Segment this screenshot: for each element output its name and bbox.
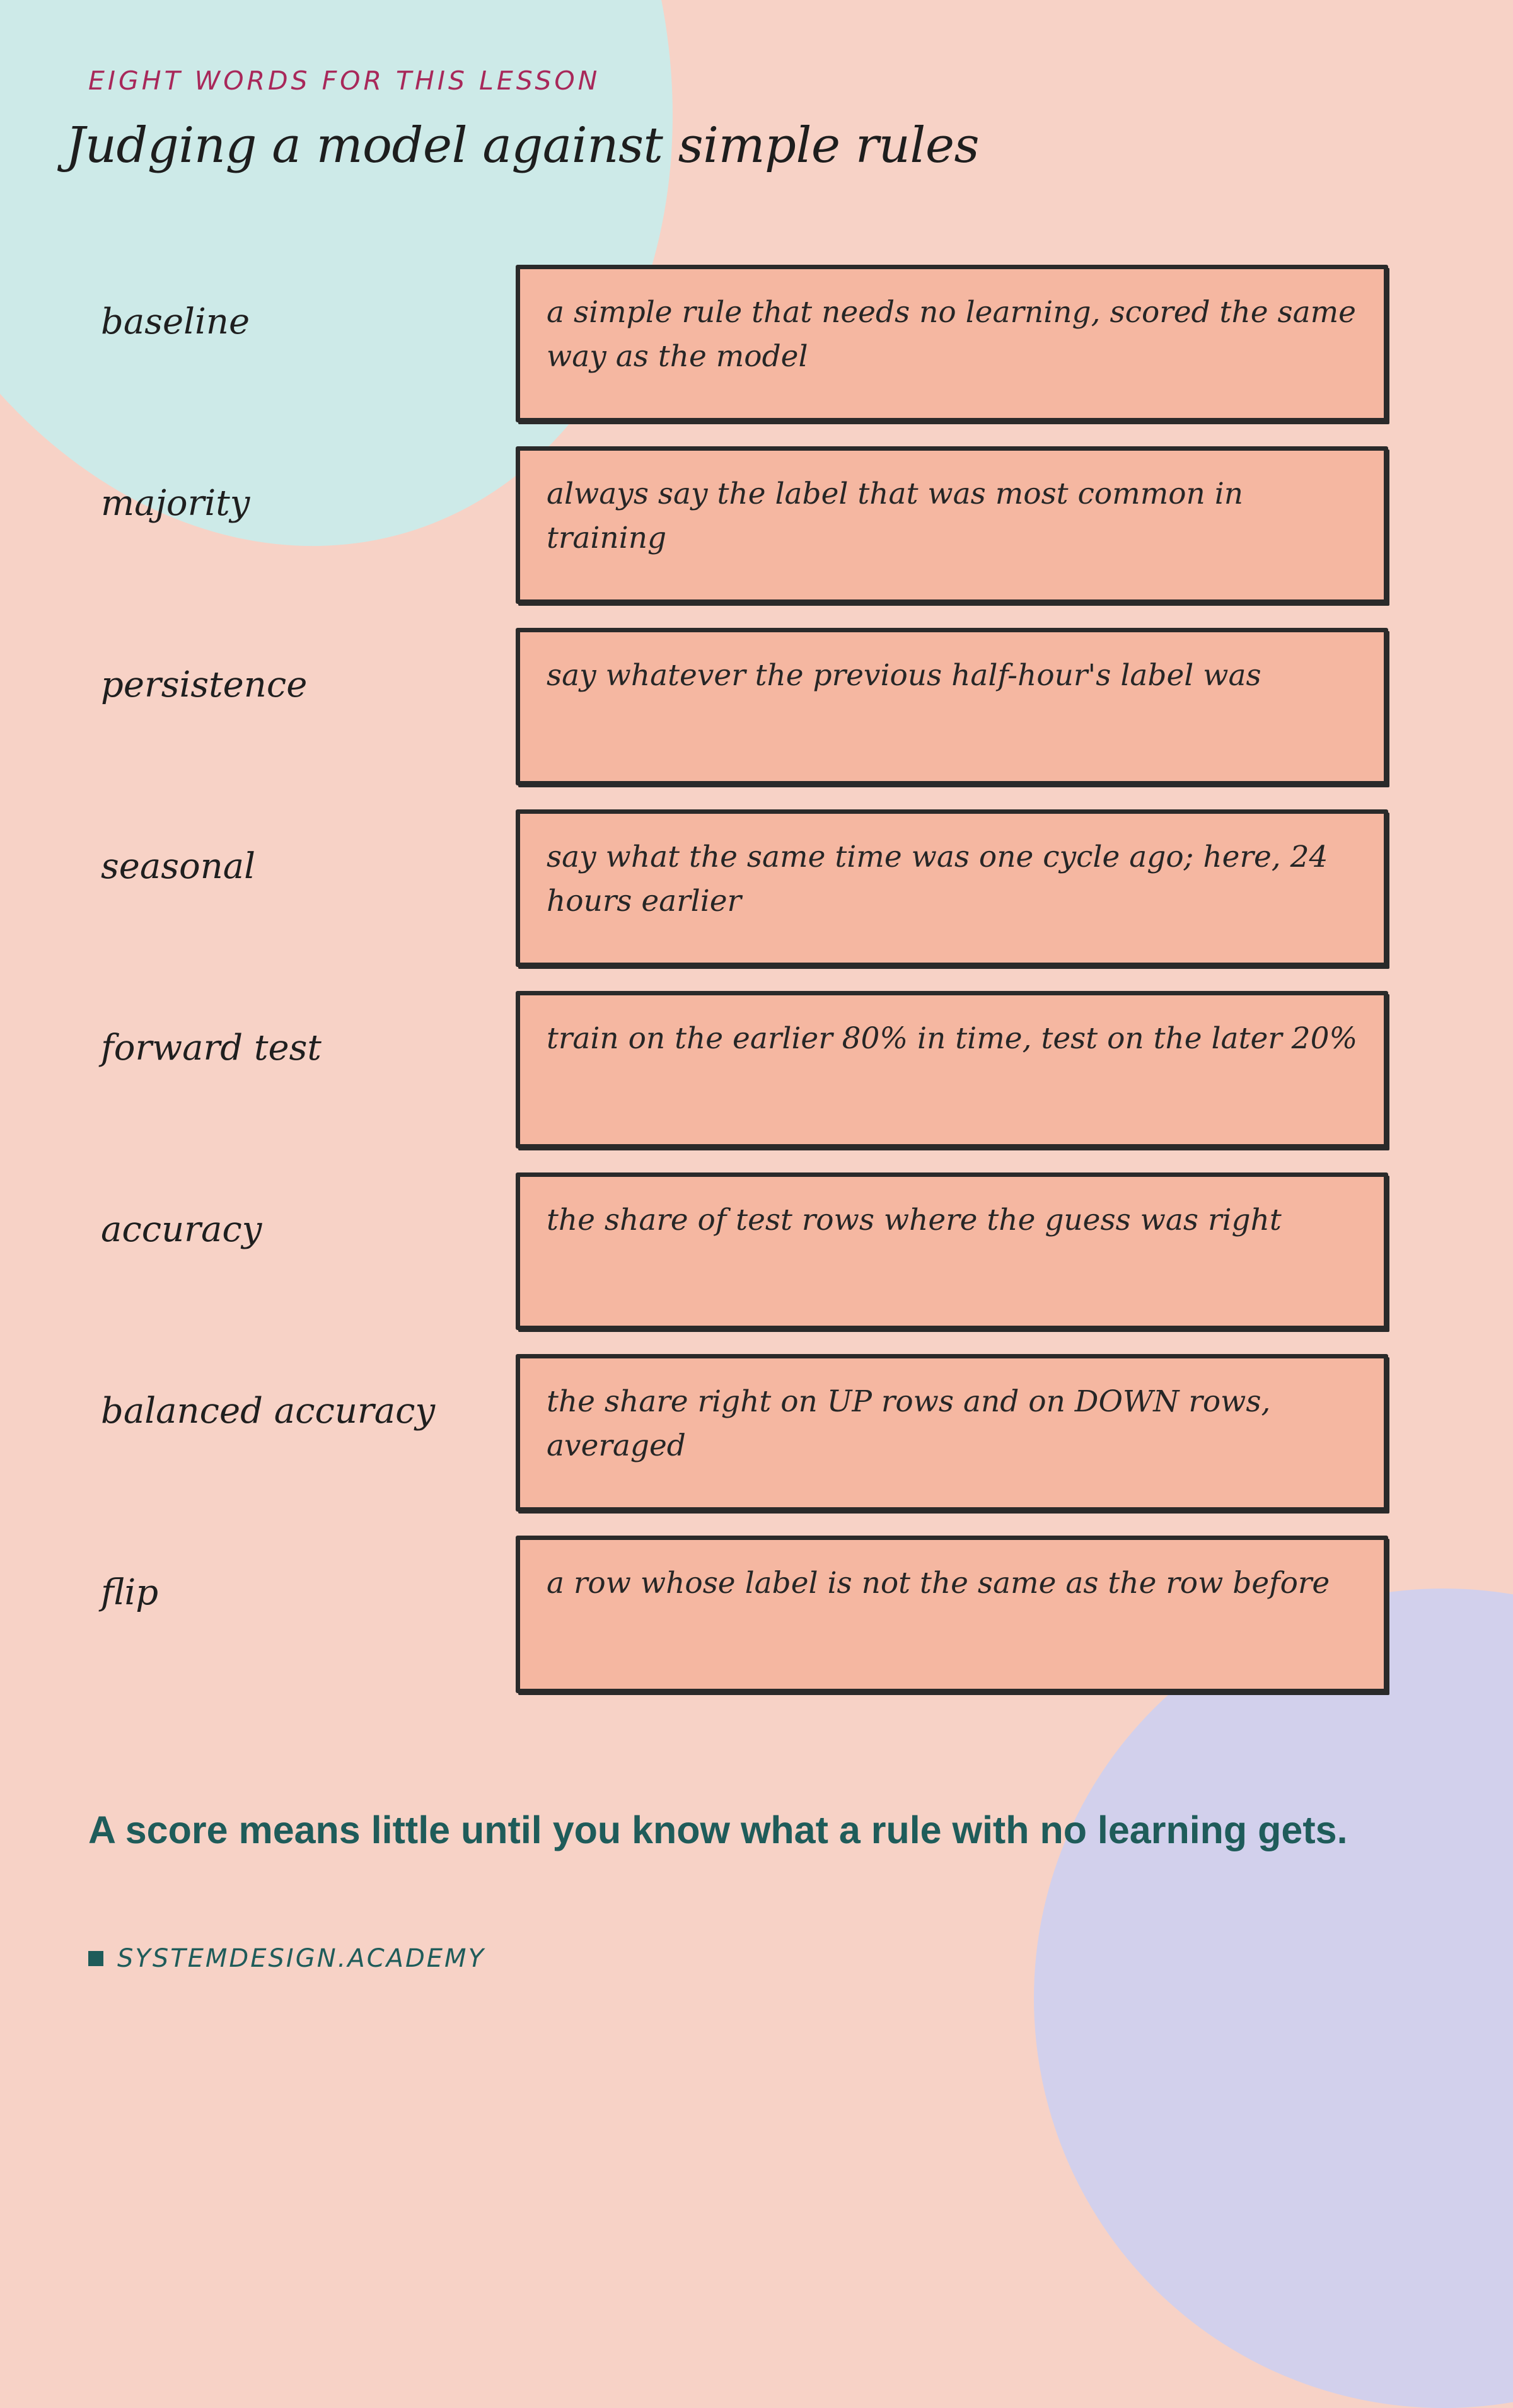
page-title: Judging a model against simple rules	[66, 117, 980, 174]
glossary-term: balanced accuracy	[101, 1391, 436, 1432]
definition-card	[516, 446, 1388, 604]
definition-card	[516, 628, 1388, 785]
glossary-row	[0, 446, 1513, 604]
eyebrow-label: EIGHT WORDS FOR THIS LESSON	[88, 66, 601, 96]
glossary-definition: say what the same time was one cycle ago; here, 24 hours earlier	[547, 840, 1328, 918]
definition-card	[516, 991, 1388, 1149]
definition-card	[516, 1354, 1388, 1512]
glossary-term: forward test	[101, 1027, 322, 1068]
glossary-definition: say whatever the previous half-hour's label was	[547, 658, 1261, 693]
definition-card	[516, 1536, 1388, 1693]
definition-card	[516, 1172, 1388, 1330]
glossary-row	[0, 1172, 1513, 1330]
glossary-definition: the share of test rows where the guess was right	[547, 1203, 1282, 1237]
glossary-definition: the share right on UP rows and on DOWN rows, averaged	[547, 1384, 1271, 1463]
glossary-definition: a simple rule that needs no learning, scored the same way as the model	[547, 295, 1356, 374]
glossary-row	[0, 1536, 1513, 1693]
glossary-row	[0, 265, 1513, 422]
glossary-term: accuracy	[101, 1209, 262, 1250]
glossary-definition: always say the label that was most common in training	[547, 477, 1244, 555]
brand-label: SYSTEMDESIGN.ACADEMY	[117, 1944, 486, 1973]
glossary-definition: a row whose label is not the same as the row before	[547, 1566, 1330, 1601]
glossary-term: majority	[101, 483, 250, 524]
glossary-term: baseline	[101, 301, 250, 342]
tagline: A score means little until you know what a rule with no learning gets.	[88, 1809, 1348, 1851]
glossary-term: persistence	[101, 664, 308, 705]
glossary-row	[0, 809, 1513, 967]
glossary-term: flip	[101, 1572, 159, 1613]
glossary-term: seasonal	[101, 846, 256, 887]
lavender-background-shape	[1034, 1589, 1513, 2408]
glossary-row	[0, 1354, 1513, 1512]
definition-card	[516, 265, 1388, 422]
square-icon	[88, 1951, 103, 1966]
glossary-definition: train on the earlier 80% in time, test on the later 20%	[547, 1021, 1358, 1056]
footer	[88, 1943, 485, 1974]
definition-card	[516, 809, 1388, 967]
glossary-row	[0, 628, 1513, 785]
glossary-row	[0, 991, 1513, 1149]
